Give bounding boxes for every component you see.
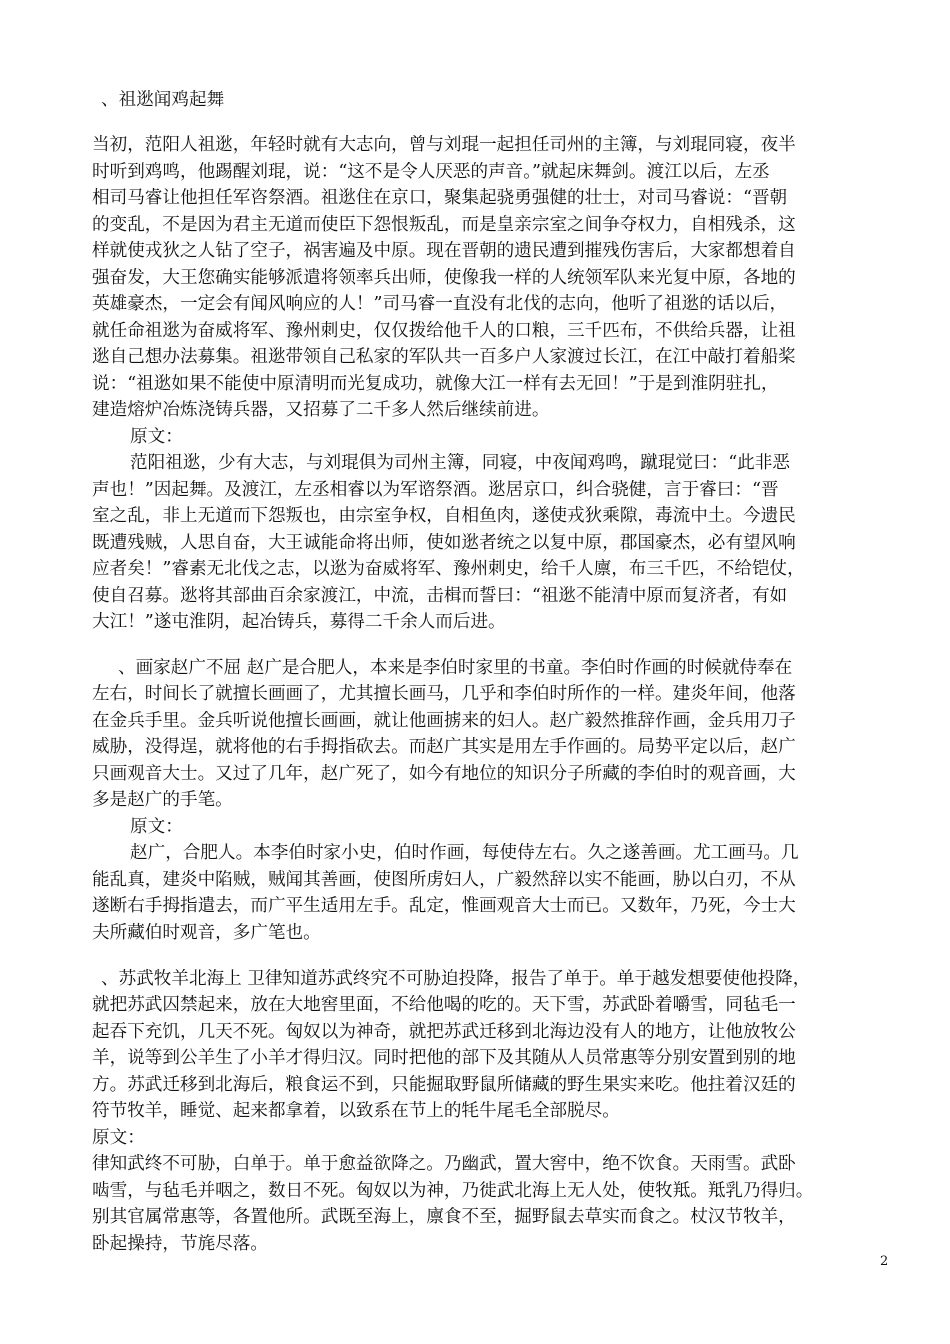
paragraph-line: 遂断右手拇指遣去，而广平生适用左手。乱定，惟画观音大士而已。又数年，乃死，今士大 — [92, 896, 796, 916]
paragraph-line: 啮雪，与毡毛并咽之，数日不死。匈奴以为神，乃徙武北海上无人处，使牧羝。羝乳乃得归。 — [92, 1181, 814, 1201]
paragraph-line: 威胁，没得逞，就将他的右手拇指砍去。而赵广其实是用左手作画的。局势平定以后，赵广 — [92, 737, 796, 757]
original-label: 原文： — [130, 817, 183, 837]
paragraph-line: 能乱真，建炎中陷贼，贼闻其善画，使图所虏妇人，广毅然辞以实不能画，胁以白刃，不从 — [92, 870, 796, 890]
paragraph-line: 应者矣！”睿素无北伐之志，以逖为奋威将军、豫州刺史，给千人廪，布三千匹，不给铠仗， — [92, 559, 805, 579]
page-number: 2 — [880, 1254, 889, 1269]
paragraph-line: 建造熔炉冶炼浇铸兵器，又招募了二千多人然后继续前进。 — [92, 400, 550, 420]
paragraph-line: 多是赵广的手笔。 — [92, 790, 233, 810]
paragraph-line: 相司马睿让他担任军咨祭酒。祖逖住在京口，聚集起骁勇强健的壮士，对司马睿说：“晋朝 — [92, 188, 788, 208]
paragraph-line: 就任命祖逖为奋威将军、豫州刺史，仅仅拨给他千人的口粮，三千匹布，不供给兵器，让祖 — [92, 321, 796, 341]
paragraph-line: 样就使戎狄之人钻了空子，祸害遍及中原。现在晋朝的遗民遭到摧残伤害后，大家都想着自 — [92, 241, 796, 261]
paragraph-line: 方。苏武迁移到北海后，粮食运不到，只能掘取野鼠所储藏的野生果实来吃。他拄着汉廷的 — [92, 1075, 796, 1095]
paragraph-line: 符节牧羊，睡觉、起来都拿着，以致系在节上的牦牛尾毛全部脱尽。 — [92, 1101, 620, 1121]
paragraph-line: 既遭残贼，人思自奋，大王诚能命将出师，使如逖者统之以复中原，郡国豪杰，必有望风响 — [92, 533, 796, 553]
original-label: 原文： — [92, 1128, 145, 1148]
paragraph-line: 就把苏武囚禁起来，放在大地窖里面，不给他喝的吃的。天下雪，苏武卧着嚼雪，同毡毛一 — [92, 995, 796, 1015]
paragraph-line: 的变乱，不是因为君主无道而使臣下怨恨叛乱，而是皇亲宗室之间争夺权力，自相残杀，这 — [92, 215, 796, 235]
section-heading: 、祖逖闻鸡起舞 — [101, 90, 225, 110]
paragraph-line: 英雄豪杰，一定会有闻风响应的人！”司马睿一直没有北伐的志向，他听了祖逖的话以后， — [92, 294, 788, 314]
paragraph-line: 羊，说等到公羊生了小羊才得归汉。同时把他的部下及其随从人员常惠等分别安置到别的地 — [92, 1048, 796, 1068]
paragraph-line: 只画观音大士。又过了几年，赵广死了，如今有地位的知识分子所藏的李伯时的观音画，大 — [92, 764, 796, 784]
paragraph-line: 律知武终不可胁，白单于。单于愈益欲降之。乃幽武，置大窖中，绝不饮食。天雨雪。武卧 — [92, 1154, 796, 1174]
paragraph-line: 室之乱，非上无道而下怨叛也，由宗室争权，自相鱼肉，遂使戎狄乘隙，毒流中土。今遗民 — [92, 506, 796, 526]
paragraph-line: 使自召募。逖将其部曲百余家渡江，中流，击楫而誓曰：“祖逖不能清中原而复济者，有如 — [92, 586, 788, 606]
paragraph-line: 起吞下充饥，几天不死。匈奴以为神奇，就把苏武迁移到北海边没有人的地方，让他放牧公 — [92, 1022, 796, 1042]
paragraph-line: 当初，范阳人祖逖，年轻时就有大志向，曾与刘琨一起担任司州的主簿，与刘琨同寝，夜半 — [92, 135, 796, 155]
paragraph-line: 在金兵手里。金兵听说他擅长画画，就让他画掳来的妇人。赵广毅然推辞作画，金兵用刀子 — [92, 711, 796, 731]
paragraph-line: 夫所藏伯时观音，多广笔也。 — [92, 923, 321, 943]
paragraph-line: 别其官属常惠等，各置他所。武既至海上，廪食不至，掘野鼠去草实而食之。杖汉节牧羊， — [92, 1207, 796, 1227]
paragraph-line: 、画家赵广不屈 赵广是合肥人，本来是李伯时家里的书童。李伯时作画的时候就侍奉在 — [118, 658, 793, 678]
paragraph-line: 强奋发，大王您确实能够派遣将领率兵出师，使像我一样的人统领军队来光复中原，各地的 — [92, 268, 796, 288]
paragraph-line: 声也！”因起舞。及渡江，左丞相睿以为军谘祭酒。逖居京口，纠合骁健，言于睿曰：“晋 — [92, 480, 779, 500]
paragraph-line: 大江！”遂屯淮阴，起冶铸兵，募得二千余人而后进。 — [92, 612, 506, 632]
paragraph-line: 说：“祖逖如果不能使中原清明而光复成功，就像大江一样有去无回！”于是到淮阴驻扎， — [92, 374, 779, 394]
paragraph-line: 时听到鸡鸣，他踢醒刘琨，说：“这不是令人厌恶的声音。”就起床舞剑。渡江以后，左丞 — [92, 162, 770, 182]
paragraph-line: 范阳祖逖，少有大志，与刘琨俱为司州主簿，同寝，中夜闻鸡鸣，蹴琨觉曰：“此非恶 — [130, 453, 790, 473]
paragraph-line: 逖自己想办法募集。祖逖带领自己私家的军队共一百多户人家渡过长江，在江中敲打着船桨 — [92, 347, 796, 367]
paragraph-line: 卧起操持，节旄尽落。 — [92, 1234, 268, 1254]
paragraph-line: 左右，时间长了就擅长画画了，尤其擅长画马，几乎和李伯时所作的一样。建炎年间，他落 — [92, 684, 796, 704]
paragraph-line: 赵广，合肥人。本李伯时家小史，伯时作画，每使侍左右。久之遂善画。尤工画马。几 — [130, 843, 799, 863]
original-label: 原文： — [130, 427, 183, 447]
paragraph-line: 、苏武牧羊北海上 卫律知道苏武终究不可胁迫投降，报告了单于。单于越发想要使他投降， — [101, 969, 811, 989]
